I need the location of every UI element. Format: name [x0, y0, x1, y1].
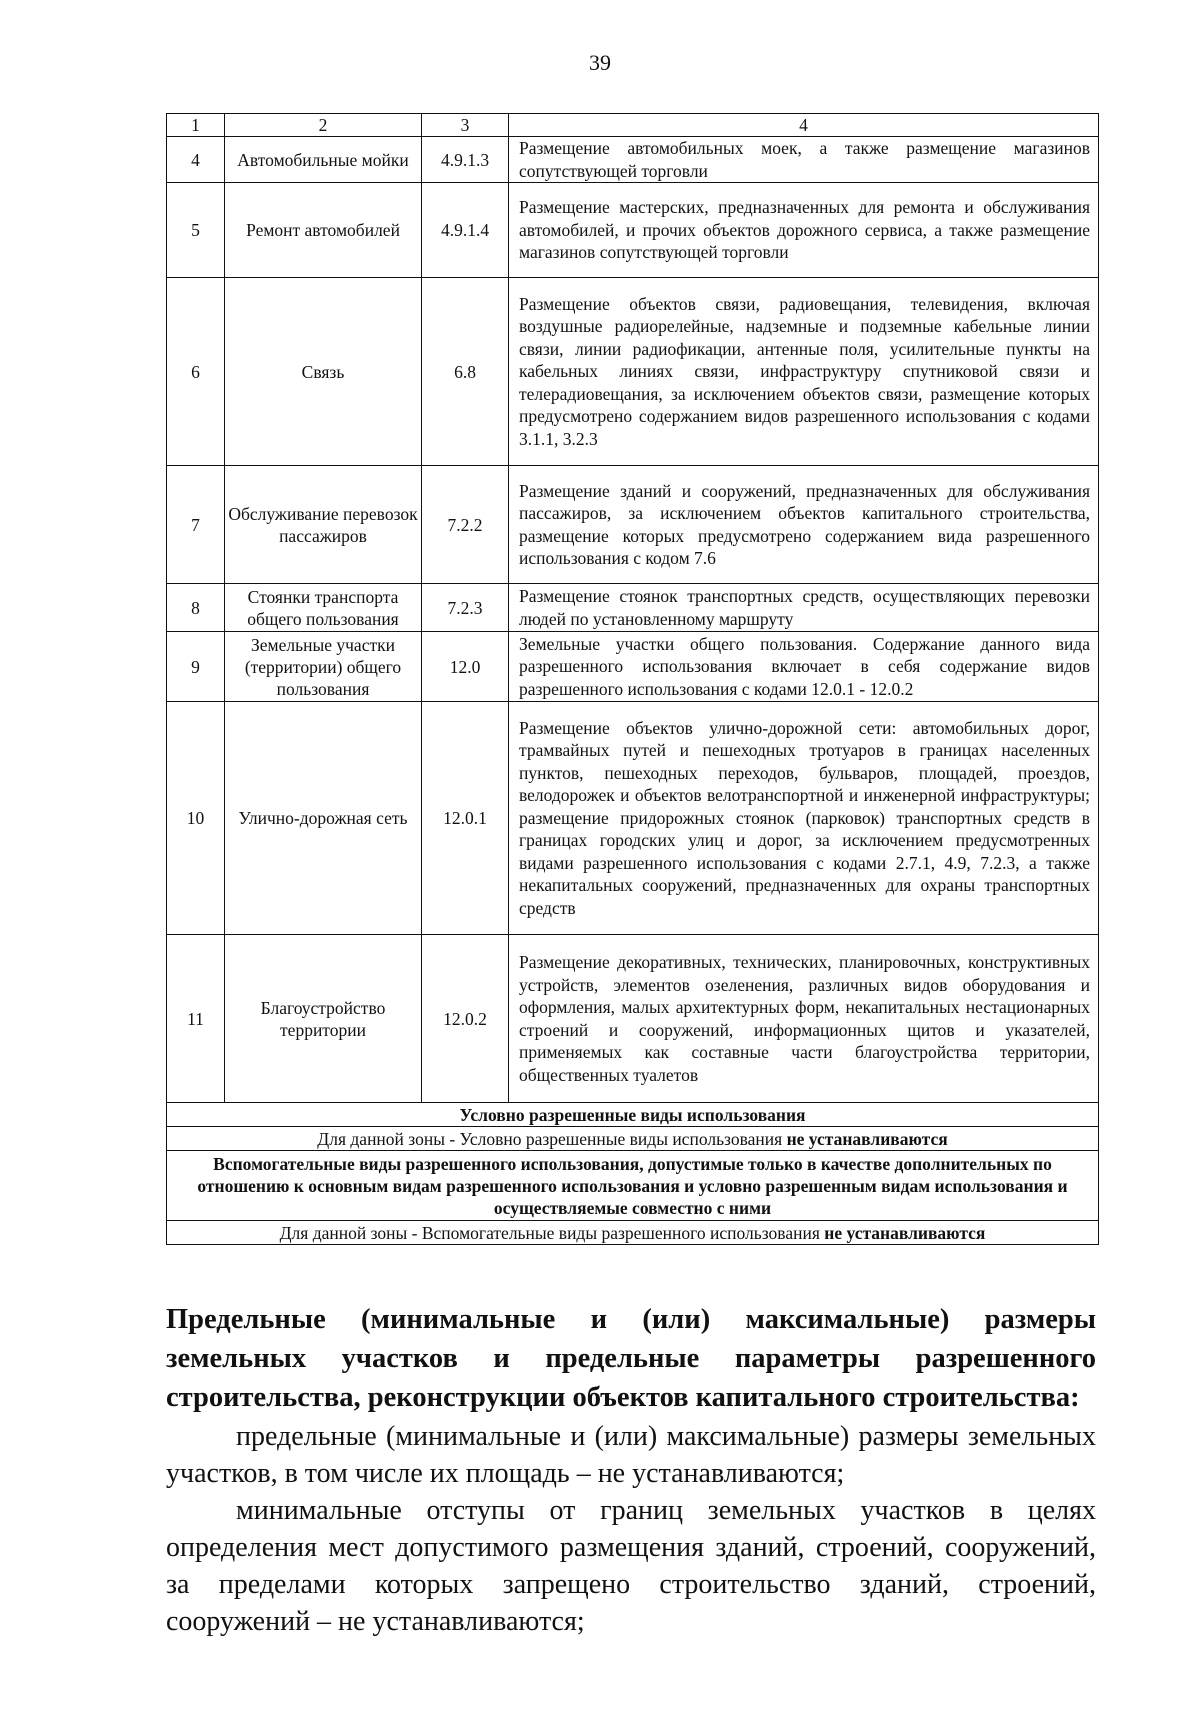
use-type-description: Размещение объектов улично-дорожной сети: автомобильных дорог, трамвайных путей и пешеходных тротуаров в границах населенных пунктов, пешеходных переходов, бульваров, площадей, проездов, велодорожек и объектов велотранспортной и инженерной инфраструктуры; размещение придорожных стоянок (парковок) транспортных средств в границах городских улиц и дорог, за исключением предусмотренных видами разрешенного использования с кодами 2.7.1, 4.9, 7.2.3, а также некапитальных сооружений, предназначенных для охраны транспортных средств: [509, 702, 1099, 935]
use-type-description: Размещение автомобильных моек, а также размещение магазинов сопутствующей торговли: [509, 137, 1099, 183]
use-type-description: Размещение стоянок транспортных средств, осуществляющих перевозки людей по установленному маршруту: [509, 584, 1099, 632]
use-type-description: Земельные участки общего пользования. Содержание данного вида разрешенного использования включает в себя содержание видов разрешенного использования с кодами 12.0.1 - 12.0.2: [509, 632, 1099, 702]
auxiliary-uses-note-status: не устанавливаются: [824, 1222, 986, 1243]
conditional-uses-note: [167, 1127, 1099, 1151]
land-use-table: [166, 113, 1099, 1245]
row-number: 6: [167, 278, 225, 466]
use-type-name: Земельные участки (территории) общего пользования: [225, 632, 422, 702]
column-header: 4: [509, 114, 1099, 137]
table-section-row: [167, 1151, 1099, 1221]
table-row: [167, 632, 1099, 702]
row-number: 4: [167, 137, 225, 183]
table-header-row: [167, 114, 1099, 137]
use-type-description: Размещение мастерских, предназначенных для ремонта и обслуживания автомобилей, и прочих объектов дорожного сервиса, а также размещение магазинов сопутствующей торговли: [509, 183, 1099, 278]
section-title: Предельные (минимальные и (или) максимальные) размеры земельных участков и предельные параметры разрешенного строительства, реконструкции объектов капитального строительства:: [166, 1304, 1096, 1413]
use-type-description: Размещение объектов связи, радиовещания, телевидения, включая воздушные радиорелейные, надземные и подземные кабельные линии связи, линии радиофикации, антенные поля, усилительные пункты на кабельных линиях связи, инфраструктуру спутниковой связи и телерадиовещания, за исключением объектов связи, размещение которых предусмотрено содержанием видов разрешенного использования с кодами 3.1.1, 3.2.3: [509, 278, 1099, 466]
use-type-name: Благоустройство территории: [225, 935, 422, 1103]
table-section-row: [167, 1221, 1099, 1245]
use-type-name: Связь: [225, 278, 422, 466]
use-type-code: 7.2.2: [422, 466, 509, 584]
use-type-name: Стоянки транспорта общего пользования: [225, 584, 422, 632]
auxiliary-uses-heading: Вспомогательные виды разрешенного использования, допустимые только в качестве дополнительных по отношению к основным видам разрешенного использования и условно разрешенным видам использования и осуществляемые совместно с ними: [167, 1151, 1099, 1221]
paragraph: предельные (минимальные и (или) максимальные) размеры земельных участков, в том числе их площадь – не устанавливаются;: [166, 1421, 1096, 1489]
use-type-name: Ремонт автомобилей: [225, 183, 422, 278]
table-row: [167, 935, 1099, 1103]
paragraph: минимальные отступы от границ земельных участков в целях определения мест допустимого размещения зданий, строений, сооружений, за пределами которых запрещено строительство зданий, строений, сооружений – не устанавливаются;: [166, 1495, 1096, 1637]
conditional-uses-note-text: Для данной зоны - Условно разрешенные виды использования: [317, 1128, 787, 1149]
use-type-code: 7.2.3: [422, 584, 509, 632]
table-section-row: [167, 1103, 1099, 1127]
auxiliary-uses-note: [167, 1221, 1099, 1245]
table-row: [167, 137, 1099, 183]
use-type-code: 4.9.1.4: [422, 183, 509, 278]
conditional-uses-note-status: не устанавливаются: [786, 1128, 948, 1149]
table-row: [167, 584, 1099, 632]
row-number: 10: [167, 702, 225, 935]
auxiliary-uses-note-text: Для данной зоны - Вспомогательные виды разрешенного использования: [279, 1222, 825, 1243]
column-header: 3: [422, 114, 509, 137]
use-type-code: 4.9.1.3: [422, 137, 509, 183]
table-section-row: [167, 1127, 1099, 1151]
use-type-code: 12.0: [422, 632, 509, 702]
use-type-description: Размещение зданий и сооружений, предназначенных для обслуживания пассажиров, за исключением объектов капитального строительства, размещение которых предусмотрено содержанием вида разрешенного использования с кодом 7.6: [509, 466, 1099, 584]
table-row: [167, 702, 1099, 935]
row-number: 11: [167, 935, 225, 1103]
use-type-code: 12.0.2: [422, 935, 509, 1103]
use-type-description: Размещение декоративных, технических, планировочных, конструктивных устройств, элементов озеленения, различных видов оборудования и оформления, малых архитектурных форм, некапитальных нестационарных строений и сооружений, информационных щитов и указателей, применяемых как составные части благоустройства территории, общественных туалетов: [509, 935, 1099, 1103]
use-type-name: Улично-дорожная сеть: [225, 702, 422, 935]
column-header: 2: [225, 114, 422, 137]
row-number: 9: [167, 632, 225, 702]
use-type-code: 12.0.1: [422, 702, 509, 935]
use-type-code: 6.8: [422, 278, 509, 466]
conditional-uses-heading: Условно разрешенные виды использования: [167, 1103, 1099, 1127]
column-header: 1: [167, 114, 225, 137]
row-number: 5: [167, 183, 225, 278]
table-row: [167, 183, 1099, 278]
use-type-name: Обслуживание перевозок пассажиров: [225, 466, 422, 584]
row-number: 7: [167, 466, 225, 584]
page-number: 39: [589, 50, 611, 75]
row-number: 8: [167, 584, 225, 632]
use-type-name: Автомобильные мойки: [225, 137, 422, 183]
table-row: [167, 466, 1099, 584]
table-row: [167, 278, 1099, 466]
